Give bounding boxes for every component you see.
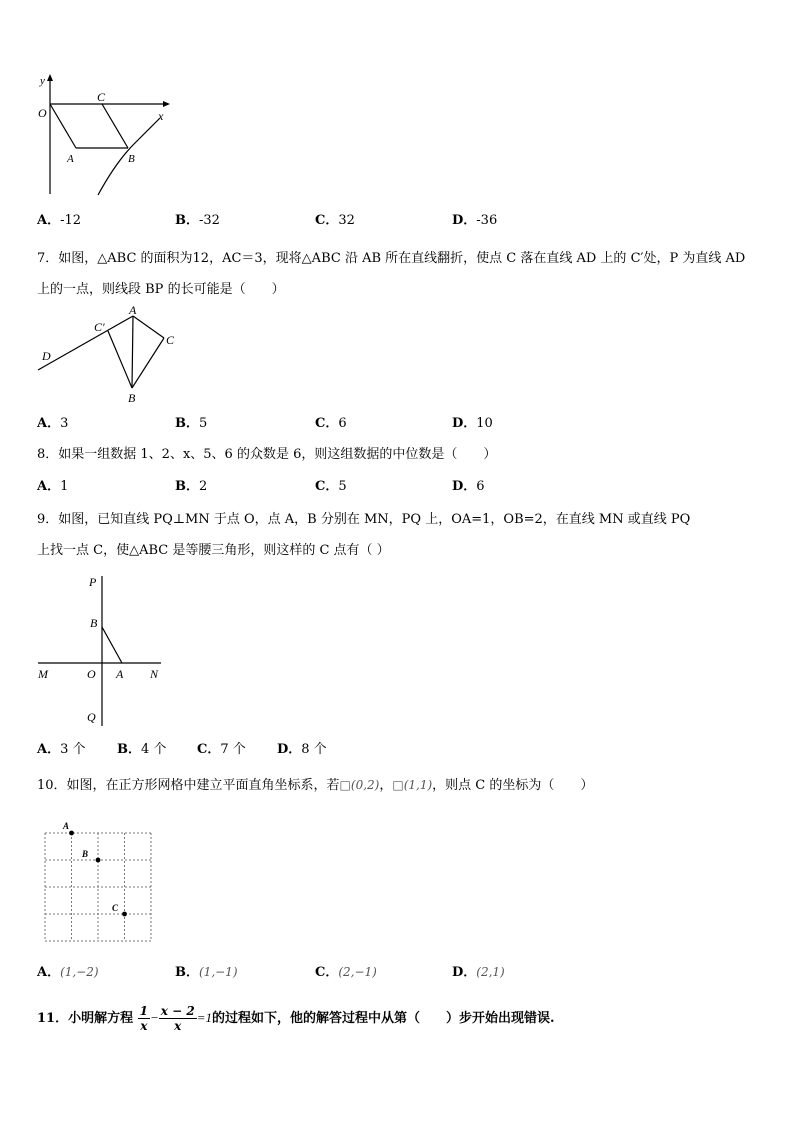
q9-option-b-value: 4 个 — [141, 742, 167, 757]
q11-question-start: 11．小明解方程 — [37, 1011, 134, 1026]
q10-option-c[interactable]: C．(2,−1) — [315, 965, 377, 980]
q6-label-a: A — [67, 153, 74, 165]
q7-option-d[interactable]: D．10 — [452, 416, 493, 431]
q7-option-a-value: 3 — [60, 416, 69, 431]
q11-equals: =1 — [196, 1010, 212, 1025]
q10-coord-b: □(1,1) — [392, 778, 433, 792]
q6-option-a-value: -12 — [60, 213, 82, 228]
q10-label-b: B — [82, 849, 89, 859]
q7-option-c[interactable]: C．6 — [315, 416, 347, 431]
q10-point-c — [122, 912, 127, 917]
q7-option-b[interactable]: B．5 — [175, 416, 208, 431]
q7-segment-ac — [133, 316, 164, 338]
q8-option-d[interactable]: D．6 — [452, 479, 485, 494]
q10-point-a — [69, 831, 74, 836]
q6-label-b: B — [128, 153, 135, 165]
q9-question-line2: 上找一点 C，使△ABC 是等腰三角形，则这样的 C 点有（ ） — [37, 543, 390, 558]
q11-question-end: 的过程如下，他的解答过程中从第（ ）步开始出现错误. — [211, 1011, 555, 1026]
q10-coord-a: □(0,2) — [339, 778, 380, 792]
q10-grid — [45, 833, 151, 941]
q10-question-end: ，则点 C 的坐标为（ ） — [432, 778, 594, 793]
q10-coord-sep: ， — [379, 778, 393, 793]
q11-fraction-2-numerator: x − 2 — [160, 1004, 195, 1018]
q8-question-line1: 8．如果一组数据 1、2、x、5、6 的众数是 6，则这组数据的中位数是（ ） — [37, 447, 497, 462]
q6-option-d-value: -36 — [476, 213, 498, 228]
q10-label-a: A — [63, 821, 70, 831]
q6-label-o: O — [38, 106, 47, 120]
q7-segment-cprime-b — [108, 331, 132, 388]
q7-segment-cb — [132, 338, 164, 388]
q11-fraction-2 — [159, 1004, 197, 1033]
q7-segment-ab — [132, 316, 133, 388]
q10-option-a[interactable]: A．(1,−2) — [37, 965, 99, 980]
q10-option-b[interactable]: B．(1,−1) — [175, 965, 238, 980]
q10-point-b — [96, 858, 101, 863]
q9-option-d-value: 8 个 — [301, 742, 327, 757]
q9-option-a[interactable]: A．3 个 — [37, 742, 86, 757]
q10-question-start: 10．如图，在正方形网格中建立平面直角坐标系，若 — [37, 778, 340, 793]
q6-label-c: C — [97, 90, 106, 104]
q10-option-b-value: (1,−1) — [199, 965, 238, 979]
q9-label-a: A — [116, 667, 124, 681]
q7-option-b-value: 5 — [199, 416, 208, 431]
q10-question-line1 — [37, 776, 593, 795]
q10-option-d-value: (2,1) — [476, 965, 505, 979]
q9-question-line1: 9．如图，已知直线 PQ⊥MN 于点 O，点 A，B 分别在 MN，PQ 上，OA=1，OB=2，在直线 MN 或直线 PQ — [37, 512, 691, 527]
q9-option-d[interactable]: D．8 个 — [277, 742, 327, 757]
q6-option-b[interactable]: B．-32 — [175, 213, 220, 228]
q8-option-a[interactable]: A．1 — [37, 479, 69, 494]
q9-label-b: B — [90, 616, 98, 630]
q11-fraction-1 — [138, 1004, 150, 1033]
q10-option-d[interactable]: D．(2,1) — [452, 965, 505, 980]
q9-option-c-value: 7 个 — [220, 742, 246, 757]
q6-label-y: y — [40, 75, 45, 87]
q7-label-a: A — [129, 304, 137, 317]
q10-option-a-value: (1,−2) — [60, 965, 99, 979]
q9-label-n: N — [150, 667, 159, 681]
q7-option-a[interactable]: A．3 — [37, 416, 69, 431]
q6-figure — [30, 70, 175, 200]
q9-label-o: O — [87, 667, 96, 681]
q11-question-line — [37, 1003, 555, 1034]
q8-option-d-value: 6 — [476, 479, 485, 494]
q8-option-c[interactable]: C．5 — [315, 479, 347, 494]
q7-label-c-prime: C′ — [94, 320, 105, 334]
q8-option-b[interactable]: B．2 — [175, 479, 208, 494]
q6-segment-cb — [102, 104, 128, 148]
q7-option-c-value: 6 — [338, 416, 347, 431]
q8-option-c-value: 5 — [338, 479, 347, 494]
q11-fraction-1-numerator: 1 — [139, 1004, 148, 1018]
q6-y-arrow — [47, 74, 53, 81]
q7-question-line2: 上的一点，则线段 BP 的长可能是（ ） — [37, 282, 285, 297]
q10-label-c: C — [112, 903, 119, 913]
q10-option-c-value: (2,−1) — [338, 965, 377, 979]
q6-segment-oa — [50, 104, 76, 148]
q9-label-m: M — [38, 667, 48, 681]
q6-option-c-value: 32 — [338, 213, 355, 228]
q8-option-b-value: 2 — [199, 479, 208, 494]
q7-option-d-value: 10 — [476, 416, 493, 431]
q9-option-b[interactable]: B．4 个 — [117, 742, 167, 757]
q6-option-c[interactable]: C．32 — [315, 213, 355, 228]
q9-label-q: Q — [87, 710, 96, 724]
q7-question-line1: 7．如图，△ABC 的面积为12，AC＝3，现将△ABC 沿 AB 所在直线翻折，使点 C 落在直线 AD 上的 C′处，P 为直线 AD — [37, 251, 746, 266]
q6-option-a[interactable]: A．-12 — [37, 213, 82, 228]
q9-figure — [34, 572, 169, 730]
q11-fraction-2-denominator: x — [174, 1019, 182, 1033]
q6-option-d[interactable]: D．-36 — [452, 213, 498, 228]
q7-label-b: B — [128, 391, 136, 405]
q10-grid-figure — [40, 818, 156, 946]
q9-option-a-value: 3 个 — [60, 742, 86, 757]
q11-fraction-1-denominator: x — [140, 1019, 148, 1033]
q7-label-c: C — [166, 333, 175, 347]
q7-label-d: D — [42, 349, 51, 363]
q8-option-a-value: 1 — [60, 479, 69, 494]
q9-label-p: P — [89, 575, 97, 589]
q7-line-ad — [38, 316, 133, 370]
q7-figure — [36, 304, 186, 406]
q9-option-c[interactable]: C．7 个 — [197, 742, 246, 757]
q6-x-arrow — [163, 101, 170, 107]
q9-segment-ab — [102, 627, 122, 663]
q6-option-b-value: -32 — [199, 213, 220, 228]
q6-label-x: x — [158, 109, 164, 123]
q11-minus: − — [149, 1010, 159, 1025]
